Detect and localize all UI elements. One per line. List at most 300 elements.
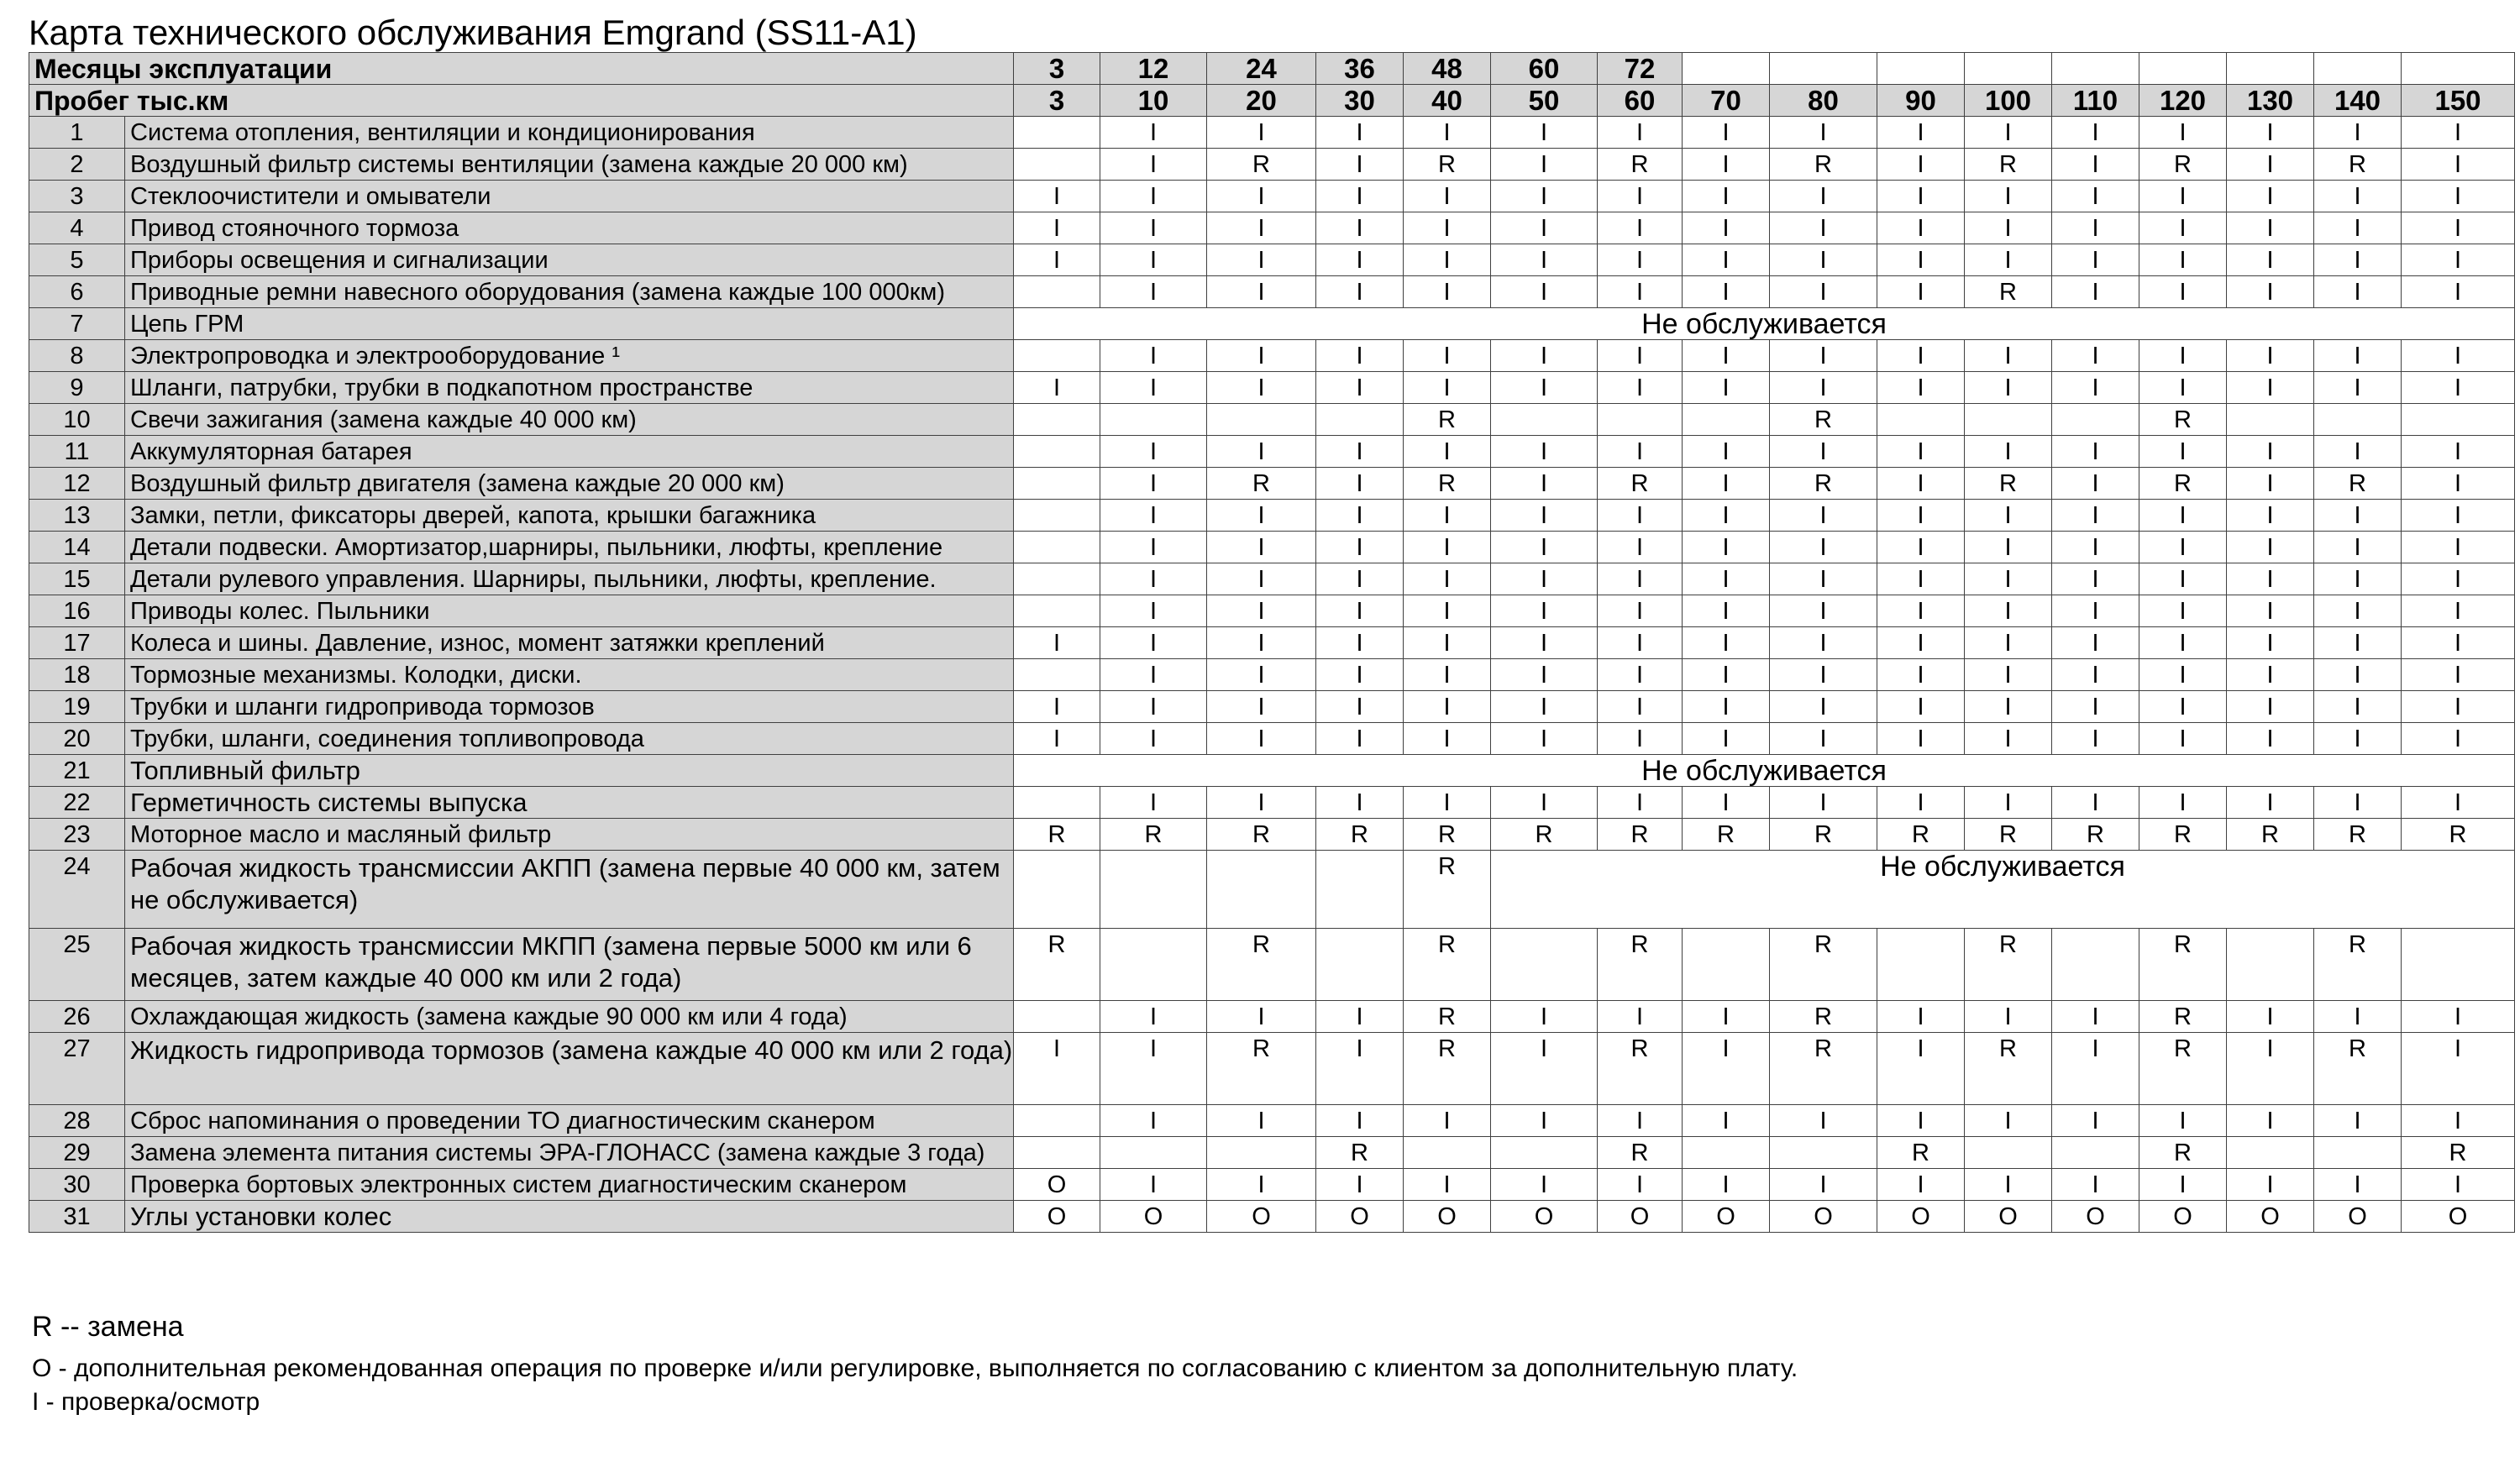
schedule-cell: I — [1100, 1033, 1207, 1105]
legend — [32, 1307, 1798, 1419]
row-number: 26 — [29, 1001, 125, 1033]
schedule-cell: I — [2227, 787, 2314, 819]
schedule-cell: I — [1683, 595, 1770, 627]
schedule-cell: I — [1877, 117, 1965, 149]
table-row — [29, 308, 2515, 340]
not-serviced-cell: Не обслуживается — [1014, 755, 2515, 787]
month-cell — [1965, 53, 2052, 85]
schedule-cell: I — [1877, 149, 1965, 181]
legend-optional: О - дополнительная рекомендованная операция по проверке и/или регулировке, выполняется по согласованию с клиентом за дополнительную плату. — [32, 1354, 1798, 1382]
schedule-cell: I — [1100, 181, 1207, 212]
row-operation: Стеклоочистители и омыватели — [125, 181, 1014, 212]
schedule-cell: R — [2402, 1137, 2515, 1169]
row-number: 4 — [29, 212, 125, 244]
schedule-cell: I — [1683, 723, 1770, 755]
schedule-cell: I — [1491, 468, 1598, 500]
row-number: 21 — [29, 755, 125, 787]
not-serviced-cell: Не обслуживается — [1491, 851, 2515, 929]
schedule-cell — [1100, 1137, 1207, 1169]
schedule-cell — [1014, 468, 1100, 500]
schedule-cell: R — [1965, 1033, 2052, 1105]
schedule-cell: I — [2227, 1033, 2314, 1105]
mileage-cell: 100 — [1965, 85, 2052, 117]
schedule-cell: I — [1877, 691, 1965, 723]
schedule-cell: I — [1014, 691, 1100, 723]
schedule-cell: I — [1965, 659, 2052, 691]
schedule-cell: I — [1965, 691, 2052, 723]
maintenance-table — [29, 52, 2515, 1233]
schedule-cell: I — [1598, 659, 1683, 691]
schedule-cell: I — [2139, 691, 2227, 723]
schedule-cell — [1014, 563, 1100, 595]
schedule-cell: I — [1207, 787, 1316, 819]
row-number: 10 — [29, 404, 125, 436]
schedule-cell: I — [1404, 723, 1491, 755]
row-number: 15 — [29, 563, 125, 595]
schedule-cell: I — [1491, 1033, 1598, 1105]
schedule-cell: I — [1877, 244, 1965, 276]
schedule-cell: I — [2052, 787, 2139, 819]
schedule-cell: I — [1404, 532, 1491, 563]
schedule-cell: I — [1770, 659, 1877, 691]
schedule-cell — [2402, 404, 2515, 436]
schedule-cell: I — [1491, 787, 1598, 819]
table-row — [29, 755, 2515, 787]
schedule-cell: I — [1207, 1001, 1316, 1033]
schedule-cell: R — [1683, 819, 1770, 851]
legend-inspect: I - проверка/осмотр — [32, 1388, 260, 1416]
schedule-cell: I — [2139, 436, 2227, 468]
month-cell — [1877, 53, 1965, 85]
schedule-cell: I — [2227, 436, 2314, 468]
row-number: 8 — [29, 340, 125, 372]
schedule-cell: I — [2314, 276, 2402, 308]
month-cell — [2052, 53, 2139, 85]
schedule-cell: I — [1100, 787, 1207, 819]
schedule-cell: I — [1877, 532, 1965, 563]
schedule-cell: I — [1965, 117, 2052, 149]
schedule-cell: I — [1598, 1169, 1683, 1201]
schedule-cell: R — [1877, 819, 1965, 851]
schedule-cell: R — [1404, 851, 1491, 929]
schedule-cell: I — [2227, 468, 2314, 500]
schedule-cell: I — [1683, 436, 1770, 468]
schedule-cell: I — [1877, 276, 1965, 308]
schedule-cell: R — [1404, 1001, 1491, 1033]
row-number: 23 — [29, 819, 125, 851]
table-row — [29, 276, 2515, 308]
schedule-cell: I — [1877, 1033, 1965, 1105]
schedule-cell: I — [1100, 1001, 1207, 1033]
schedule-cell — [1877, 929, 1965, 1001]
mileage-label: Пробег тыс.км — [29, 85, 1014, 117]
schedule-cell: I — [1014, 181, 1100, 212]
schedule-cell: R — [1316, 819, 1404, 851]
schedule-cell: I — [1207, 723, 1316, 755]
schedule-cell: I — [1316, 627, 1404, 659]
schedule-cell: R — [2314, 819, 2402, 851]
schedule-cell: I — [1100, 723, 1207, 755]
schedule-cell: I — [2227, 691, 2314, 723]
schedule-cell: I — [1877, 1105, 1965, 1137]
table-row — [29, 340, 2515, 372]
row-number: 11 — [29, 436, 125, 468]
schedule-cell — [1014, 117, 1100, 149]
schedule-cell: I — [2052, 723, 2139, 755]
schedule-cell: I — [2314, 1105, 2402, 1137]
schedule-cell — [1014, 659, 1100, 691]
mileage-cell: 140 — [2314, 85, 2402, 117]
schedule-cell: R — [1770, 819, 1877, 851]
schedule-cell: I — [1491, 372, 1598, 404]
schedule-cell: R — [1404, 1033, 1491, 1105]
schedule-cell: I — [2139, 563, 2227, 595]
schedule-cell: R — [1770, 149, 1877, 181]
schedule-cell — [1877, 404, 1965, 436]
schedule-cell: I — [2402, 787, 2515, 819]
month-cell — [1683, 53, 1770, 85]
schedule-cell: I — [2052, 1105, 2139, 1137]
schedule-cell: I — [1770, 244, 1877, 276]
schedule-cell: I — [1770, 212, 1877, 244]
schedule-cell: I — [1770, 436, 1877, 468]
schedule-cell: I — [1316, 659, 1404, 691]
schedule-cell: R — [2314, 149, 2402, 181]
schedule-cell: R — [1404, 149, 1491, 181]
schedule-cell: I — [1316, 563, 1404, 595]
schedule-cell: I — [2402, 340, 2515, 372]
schedule-cell: I — [1014, 244, 1100, 276]
schedule-cell: I — [1683, 627, 1770, 659]
schedule-cell — [2052, 929, 2139, 1001]
schedule-cell: I — [2402, 627, 2515, 659]
schedule-cell — [2052, 1137, 2139, 1169]
schedule-cell: R — [2227, 819, 2314, 851]
row-operation: Замена элемента питания системы ЭРА-ГЛОНАСС (замена каждые 3 года) — [125, 1137, 1014, 1169]
row-number: 24 — [29, 851, 125, 929]
schedule-cell: I — [2314, 723, 2402, 755]
row-number: 13 — [29, 500, 125, 532]
schedule-cell: I — [1965, 244, 2052, 276]
schedule-cell — [1014, 404, 1100, 436]
schedule-cell: R — [1877, 1137, 1965, 1169]
schedule-cell: I — [1770, 787, 1877, 819]
schedule-cell: I — [1683, 181, 1770, 212]
schedule-cell: I — [1491, 691, 1598, 723]
schedule-cell: I — [1683, 244, 1770, 276]
schedule-cell: I — [2052, 500, 2139, 532]
schedule-cell: I — [1207, 1105, 1316, 1137]
schedule-cell: I — [2052, 595, 2139, 627]
schedule-cell: I — [2139, 117, 2227, 149]
schedule-cell: I — [2314, 627, 2402, 659]
schedule-cell: I — [2227, 627, 2314, 659]
schedule-cell: I — [1404, 340, 1491, 372]
schedule-cell: R — [1598, 1137, 1683, 1169]
row-operation: Шланги, патрубки, трубки в подкапотном пространстве — [125, 372, 1014, 404]
row-number: 2 — [29, 149, 125, 181]
schedule-cell: I — [1491, 627, 1598, 659]
schedule-cell: I — [1491, 276, 1598, 308]
row-operation: Детали подвески. Амортизатор,шарниры, пыльники, люфты, крепление — [125, 532, 1014, 563]
schedule-cell: R — [1491, 819, 1598, 851]
schedule-cell: R — [1770, 1033, 1877, 1105]
schedule-cell: I — [1877, 1001, 1965, 1033]
schedule-cell: R — [1207, 468, 1316, 500]
schedule-cell: I — [2052, 117, 2139, 149]
row-operation: Замки, петли, фиксаторы дверей, капота, крышки багажника — [125, 500, 1014, 532]
row-operation: Привод стояночного тормоза — [125, 212, 1014, 244]
schedule-cell: R — [1207, 1033, 1316, 1105]
schedule-cell: I — [2052, 468, 2139, 500]
schedule-cell: I — [1965, 1001, 2052, 1033]
schedule-cell: I — [1770, 627, 1877, 659]
row-number: 25 — [29, 929, 125, 1001]
schedule-cell: I — [1965, 372, 2052, 404]
row-operation: Воздушный фильтр двигателя (замена каждые 20 000 км) — [125, 468, 1014, 500]
row-number: 1 — [29, 117, 125, 149]
schedule-cell: I — [2227, 532, 2314, 563]
schedule-cell: I — [1100, 1169, 1207, 1201]
row-operation: Система отопления, вентиляции и кондиционирования — [125, 117, 1014, 149]
schedule-cell: R — [1207, 929, 1316, 1001]
schedule-cell: I — [1316, 468, 1404, 500]
row-number: 9 — [29, 372, 125, 404]
month-cell: 3 — [1014, 53, 1100, 85]
schedule-cell: I — [1100, 468, 1207, 500]
schedule-cell: I — [1491, 244, 1598, 276]
schedule-cell: I — [2402, 563, 2515, 595]
schedule-cell: R — [2139, 404, 2227, 436]
schedule-cell: I — [1404, 1169, 1491, 1201]
schedule-cell: O — [2139, 1201, 2227, 1233]
table-row — [29, 563, 2515, 595]
schedule-cell: I — [1404, 244, 1491, 276]
schedule-cell: I — [2402, 532, 2515, 563]
schedule-cell: R — [2402, 819, 2515, 851]
schedule-cell: I — [1683, 149, 1770, 181]
table-row — [29, 404, 2515, 436]
row-number: 14 — [29, 532, 125, 563]
schedule-cell: O — [1207, 1201, 1316, 1233]
schedule-cell: I — [2227, 117, 2314, 149]
schedule-cell: I — [1316, 500, 1404, 532]
table-row — [29, 181, 2515, 212]
schedule-cell: R — [1770, 1001, 1877, 1033]
schedule-cell: I — [2402, 372, 2515, 404]
schedule-cell: I — [1491, 117, 1598, 149]
schedule-cell: I — [1100, 691, 1207, 723]
month-cell — [2402, 53, 2515, 85]
table-row — [29, 929, 2515, 1001]
schedule-cell: I — [1316, 212, 1404, 244]
schedule-cell: R — [2052, 819, 2139, 851]
schedule-cell: R — [2139, 468, 2227, 500]
schedule-cell: I — [1316, 787, 1404, 819]
schedule-cell: I — [1316, 340, 1404, 372]
schedule-cell: I — [2052, 659, 2139, 691]
row-operation: Трубки, шланги, соединения топливопровода — [125, 723, 1014, 755]
schedule-cell: I — [1207, 500, 1316, 532]
table-row — [29, 1137, 2515, 1169]
row-operation: Рабочая жидкость трансмиссии АКПП (замена первые 40 000 км, затем не обслуживается) — [125, 851, 1014, 929]
row-number: 30 — [29, 1169, 125, 1201]
row-operation: Цепь ГРМ — [125, 308, 1014, 340]
schedule-cell: I — [2402, 468, 2515, 500]
schedule-cell: R — [2139, 1033, 2227, 1105]
schedule-cell: I — [2227, 563, 2314, 595]
schedule-cell: I — [1100, 436, 1207, 468]
schedule-cell: O — [1683, 1201, 1770, 1233]
row-number: 19 — [29, 691, 125, 723]
schedule-cell: R — [2139, 1137, 2227, 1169]
table-row — [29, 819, 2515, 851]
schedule-cell: I — [2052, 1001, 2139, 1033]
schedule-cell: I — [1316, 691, 1404, 723]
table-row — [29, 723, 2515, 755]
schedule-cell — [1965, 404, 2052, 436]
schedule-cell: I — [2052, 372, 2139, 404]
schedule-cell: I — [1770, 532, 1877, 563]
row-number: 22 — [29, 787, 125, 819]
schedule-cell: I — [2052, 340, 2139, 372]
schedule-cell: I — [1877, 436, 1965, 468]
schedule-cell: O — [1316, 1201, 1404, 1233]
schedule-cell: I — [1100, 500, 1207, 532]
schedule-cell: I — [1598, 691, 1683, 723]
table-row — [29, 851, 2515, 929]
schedule-cell: R — [1404, 929, 1491, 1001]
schedule-cell: I — [1207, 117, 1316, 149]
row-operation: Проверка бортовых электронных систем диагностическим сканером — [125, 1169, 1014, 1201]
schedule-cell: R — [1100, 819, 1207, 851]
schedule-cell — [2227, 929, 2314, 1001]
header-row-months — [29, 53, 2515, 85]
schedule-cell: I — [1404, 372, 1491, 404]
schedule-cell: I — [1598, 1105, 1683, 1137]
schedule-cell: I — [1207, 595, 1316, 627]
row-operation: Приводы колес. Пыльники — [125, 595, 1014, 627]
schedule-cell: I — [1770, 563, 1877, 595]
schedule-cell: R — [1770, 929, 1877, 1001]
schedule-cell: I — [1316, 117, 1404, 149]
month-cell — [2139, 53, 2227, 85]
schedule-cell — [1316, 851, 1404, 929]
schedule-cell: I — [2402, 500, 2515, 532]
schedule-cell: I — [1683, 276, 1770, 308]
schedule-cell: I — [1100, 340, 1207, 372]
table-row — [29, 1105, 2515, 1137]
row-operation: Рабочая жидкость трансмиссии МКПП (замена первые 5000 км или 6 месяцев, затем каждые 40 000 км или 2 года) — [125, 929, 1014, 1001]
schedule-cell: I — [1770, 181, 1877, 212]
schedule-cell: I — [1770, 595, 1877, 627]
schedule-cell: I — [1100, 244, 1207, 276]
row-number: 28 — [29, 1105, 125, 1137]
mileage-cell: 150 — [2402, 85, 2515, 117]
table-row — [29, 500, 2515, 532]
schedule-cell: I — [1404, 181, 1491, 212]
schedule-cell: I — [2139, 659, 2227, 691]
schedule-cell: I — [1965, 436, 2052, 468]
schedule-cell: I — [2139, 244, 2227, 276]
schedule-cell: I — [2139, 595, 2227, 627]
schedule-cell: I — [2139, 340, 2227, 372]
schedule-cell: I — [1598, 181, 1683, 212]
schedule-cell: I — [1965, 1169, 2052, 1201]
table-row — [29, 627, 2515, 659]
schedule-cell — [1491, 929, 1598, 1001]
schedule-cell — [1770, 1137, 1877, 1169]
schedule-cell: I — [1877, 1169, 1965, 1201]
month-cell: 48 — [1404, 53, 1491, 85]
schedule-cell — [2227, 404, 2314, 436]
row-operation: Трубки и шланги гидропривода тормозов — [125, 691, 1014, 723]
mileage-cell: 50 — [1491, 85, 1598, 117]
schedule-cell: I — [1491, 500, 1598, 532]
schedule-cell: I — [1683, 787, 1770, 819]
schedule-cell: I — [1100, 595, 1207, 627]
schedule-cell — [2314, 1137, 2402, 1169]
schedule-cell: I — [1683, 1033, 1770, 1105]
schedule-cell — [1014, 1001, 1100, 1033]
schedule-cell: R — [1965, 929, 2052, 1001]
schedule-cell: I — [1683, 1001, 1770, 1033]
schedule-cell: I — [1404, 436, 1491, 468]
schedule-cell: I — [1877, 627, 1965, 659]
schedule-cell: I — [2052, 691, 2139, 723]
schedule-cell: I — [1404, 659, 1491, 691]
schedule-cell: I — [1598, 276, 1683, 308]
schedule-cell: I — [2227, 372, 2314, 404]
schedule-cell: I — [1316, 723, 1404, 755]
schedule-cell: I — [1770, 276, 1877, 308]
month-cell: 36 — [1316, 53, 1404, 85]
schedule-cell: I — [1965, 563, 2052, 595]
row-number: 18 — [29, 659, 125, 691]
schedule-cell: I — [1100, 212, 1207, 244]
schedule-cell: I — [2402, 1033, 2515, 1105]
table-row — [29, 436, 2515, 468]
schedule-cell: I — [1207, 1169, 1316, 1201]
mileage-cell: 20 — [1207, 85, 1316, 117]
schedule-cell: I — [2314, 500, 2402, 532]
schedule-cell: I — [2402, 1105, 2515, 1137]
schedule-cell: I — [2052, 563, 2139, 595]
schedule-cell: I — [2227, 723, 2314, 755]
schedule-cell: I — [2227, 212, 2314, 244]
schedule-cell: I — [1404, 563, 1491, 595]
schedule-cell — [2227, 1137, 2314, 1169]
schedule-cell: I — [2402, 276, 2515, 308]
schedule-cell: I — [2314, 659, 2402, 691]
schedule-cell: I — [1491, 595, 1598, 627]
schedule-cell: I — [1598, 244, 1683, 276]
schedule-cell: I — [1207, 532, 1316, 563]
schedule-cell — [1014, 276, 1100, 308]
row-number: 17 — [29, 627, 125, 659]
table-row — [29, 1001, 2515, 1033]
schedule-cell: I — [2402, 1169, 2515, 1201]
schedule-cell: I — [1877, 787, 1965, 819]
schedule-cell: I — [1316, 1033, 1404, 1105]
schedule-cell: I — [1683, 117, 1770, 149]
schedule-cell: I — [2402, 595, 2515, 627]
header-row-mileage — [29, 85, 2515, 117]
schedule-cell: R — [2139, 929, 2227, 1001]
schedule-cell: I — [1316, 532, 1404, 563]
schedule-cell: I — [2402, 149, 2515, 181]
schedule-cell: I — [2227, 500, 2314, 532]
